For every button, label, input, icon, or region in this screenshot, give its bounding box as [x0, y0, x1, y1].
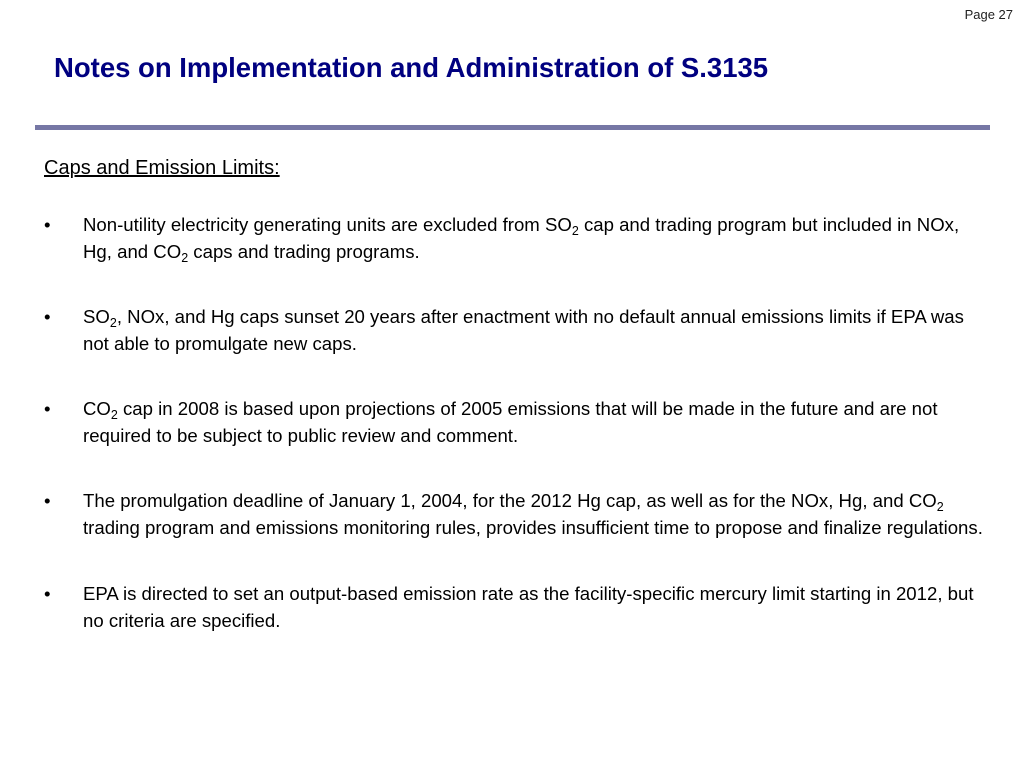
bullet-marker: • [44, 214, 51, 235]
bullet-text [83, 490, 983, 538]
bullet-list [44, 211, 984, 672]
text-segment: caps and trading programs. [188, 241, 420, 262]
bullet-text [83, 398, 938, 446]
list-item [44, 395, 984, 449]
text-segment: trading program and emissions monitoring rules, provides insufficient time to propose and finalize regulations. [83, 517, 983, 538]
bullet-text [83, 214, 960, 265]
page-number: Page 27 [964, 7, 1013, 22]
subscript: 2 [936, 500, 944, 514]
subscript: 2 [110, 408, 118, 422]
list-item [44, 580, 984, 634]
text-segment: Non-utility electricity generating units are excluded from SO [83, 214, 572, 235]
text-segment: EPA is directed to set an output-based emission rate as the facility-specific mercury limit starting in 2012, but no criteria are specified. [83, 583, 974, 631]
bullet-marker: • [44, 398, 51, 419]
bullet-text [83, 583, 974, 631]
section-heading: Caps and Emission Limits: [44, 157, 280, 179]
text-segment: cap and trading program but included in NOx, Hg, and CO [83, 214, 960, 262]
list-item [44, 487, 984, 541]
bullet-marker: • [44, 583, 51, 604]
text-segment: CO [83, 398, 111, 419]
list-item [44, 211, 984, 265]
subscript: 2 [109, 316, 117, 330]
bullet-marker: • [44, 306, 51, 327]
bullet-marker: • [44, 490, 51, 511]
page-title: Notes on Implementation and Administration of S.3135 [54, 52, 769, 83]
subscript: 2 [571, 224, 579, 238]
subscript: 2 [181, 251, 189, 265]
list-item [44, 303, 984, 357]
title-divider [35, 125, 990, 130]
bullet-text [83, 306, 964, 354]
text-segment: cap in 2008 is based upon projections of 2005 emissions that will be made in the future and are not required to be subject to public review and comment. [83, 398, 938, 446]
text-segment: SO [83, 306, 110, 327]
text-segment: , NOx, and Hg caps sunset 20 years after enactment with no default annual emissions limits if EPA was not able to promulgate new caps. [83, 306, 964, 354]
text-segment: The promulgation deadline of January 1, 2004, for the 2012 Hg cap, as well as for the NOx, Hg, and CO [83, 490, 937, 511]
